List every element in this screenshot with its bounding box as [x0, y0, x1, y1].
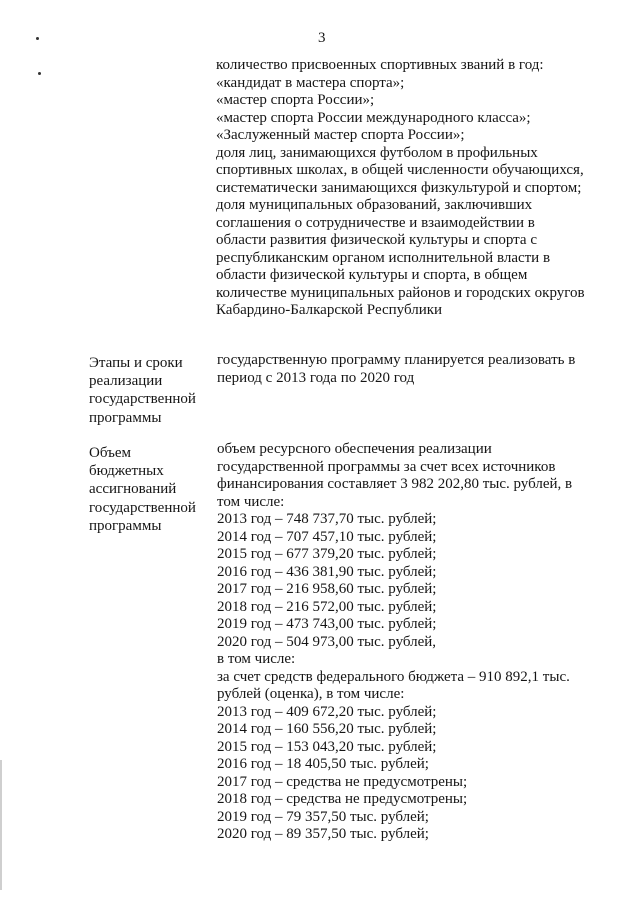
text-line: «кандидат в мастера спорта»;	[216, 74, 405, 91]
text-line: 2013 год – 748 737,70 тыс. рублей;	[217, 511, 437, 527]
text-line: «мастер спорта России международного класса»;	[216, 109, 531, 126]
scan-mark-dot	[36, 37, 39, 40]
scan-mark-dot	[38, 72, 41, 75]
text-line: 2015 год – 677 379,20 тыс. рублей;	[217, 546, 437, 562]
label-line: ассигнований	[89, 481, 177, 498]
text-line: Кабардино-Балкарской Республики	[216, 302, 443, 318]
text-line: 2014 год – 707 457,10 тыс. рублей;	[217, 528, 437, 545]
text-line: 2017 год – средства не предусмотрены;	[217, 773, 468, 790]
text-line: 2020 год – 89 357,50 тыс. рублей;	[217, 826, 429, 842]
text-line: 2015 год – 153 043,20 тыс. рублей;	[217, 738, 437, 755]
text-line: 2017 год – 216 958,60 тыс. рублей;	[217, 581, 437, 597]
text-line: области физической культуры и спорта, в общем	[216, 267, 528, 283]
budget-label	[89, 444, 196, 535]
text-line: 2016 год – 436 381,90 тыс. рублей;	[217, 563, 437, 580]
text-line: финансирования составляет 3 982 202,80 тыс. рублей, в	[217, 476, 573, 492]
label-line: программы	[89, 517, 162, 534]
text-line: рублей (оценка), в том числе:	[217, 686, 405, 702]
text-line: «Заслуженный мастер спорта России»;	[216, 127, 465, 143]
page-number: 3	[318, 30, 326, 46]
text-line: 2014 год – 160 556,20 тыс. рублей;	[217, 721, 437, 737]
scan-edge-shadow	[0, 760, 2, 890]
text-line: соглашения о сотрудничестве и взаимодействии в	[216, 214, 535, 231]
text-line: 2019 год – 79 357,50 тыс. рублей;	[217, 808, 429, 825]
text-line: 2019 год – 473 743,00 тыс. рублей;	[217, 616, 437, 632]
text-line: за счет средств федерального бюджета – 910 892,1 тыс.	[217, 668, 570, 685]
text-line: государственной программы за счет всех источников	[217, 458, 556, 475]
text-line: «мастер спорта России»;	[216, 92, 375, 108]
label-line: государственной	[89, 391, 196, 408]
text-line: объем ресурсного обеспечения реализации	[217, 441, 492, 457]
text-line: 2016 год – 18 405,50 тыс. рублей;	[217, 756, 429, 772]
text-line: 2018 год – средства не предусмотрены;	[217, 791, 468, 807]
text-line: количество присвоенных спортивных званий в год:	[216, 57, 544, 73]
text-line: 2013 год – 409 672,20 тыс. рублей;	[217, 703, 437, 720]
text-line: период с 2013 года по 2020 год	[217, 369, 415, 386]
text-line: 2018 год – 216 572,00 тыс. рублей;	[217, 598, 437, 615]
text-line: доля муниципальных образований, заключивших	[216, 197, 533, 213]
label-line: государственной	[89, 499, 196, 516]
label-line: Объем	[89, 445, 131, 461]
label-line: бюджетных	[89, 463, 164, 480]
text-line: 2020 год – 504 973,00 тыс. рублей,	[217, 633, 437, 650]
text-line: том числе:	[217, 493, 285, 510]
text-line: республиканским органом исполнительной власти в	[216, 249, 551, 266]
text-line: доля лиц, занимающихся футболом в профильных	[216, 144, 538, 161]
indicators-text-block	[216, 57, 585, 320]
text-line: области развития физической культуры и спорта с	[216, 232, 537, 248]
text-line: государственную программу планируется реализовать в	[217, 352, 576, 368]
text-line: спортивных школах, в общей численности обучающихся,	[216, 162, 584, 178]
stages-label	[89, 354, 196, 427]
text-line: в том числе:	[217, 651, 296, 667]
text-line: систематически занимающихся физкультурой и спортом;	[216, 179, 582, 196]
label-line: программы	[89, 409, 162, 426]
budget-text	[217, 441, 572, 844]
label-line: Этапы и сроки	[89, 355, 183, 371]
label-line: реализации	[89, 373, 163, 390]
stages-text	[217, 352, 575, 387]
text-line: количестве муниципальных районов и городских округов	[216, 284, 585, 301]
